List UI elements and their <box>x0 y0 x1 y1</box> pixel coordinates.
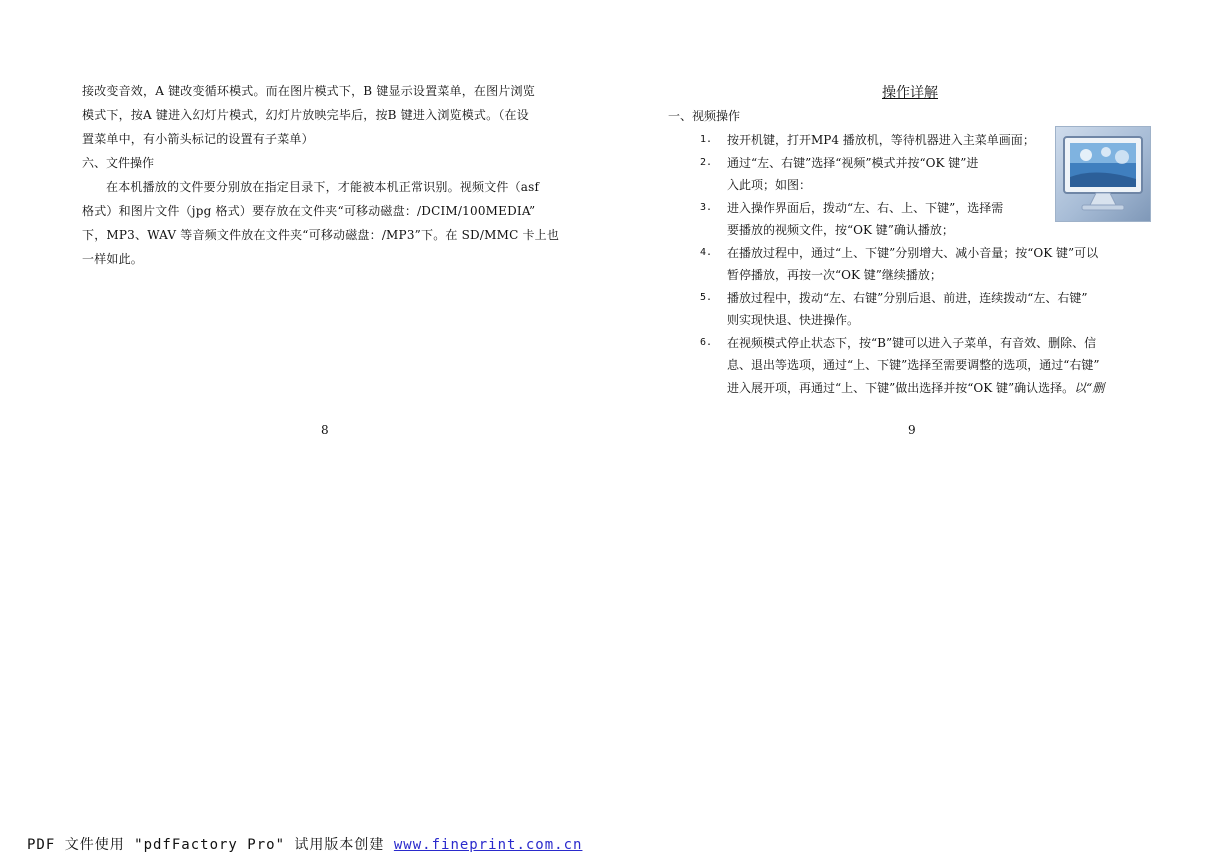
list-line: 按开机键，打开MP4 播放机，等待机器进入主菜单画面； <box>727 133 1035 147</box>
video-steps-list <box>668 129 1152 399</box>
list-line: 要播放的视频文件，按“OK 键”确认播放； <box>727 223 954 237</box>
list-number: 1. <box>700 134 713 145</box>
list-item <box>668 332 1152 400</box>
list-line: 入此项；如图： <box>727 178 812 192</box>
list-item <box>668 152 1152 197</box>
list-line: 则实现快退、快进操作。 <box>727 313 860 327</box>
list-item <box>668 242 1152 287</box>
list-line: 在视频模式停止状态下，按“B”键可以进入子菜单，有音效、删除、信 <box>727 335 1097 350</box>
list-line-tail: 以“删 <box>1074 380 1105 395</box>
footer-text: PDF 文件使用 "pdfFactory Pro" 试用版本创建 <box>27 837 394 853</box>
para2-line: 一样如此。 <box>82 252 144 266</box>
list-line: 暂停播放，再按一次“OK 键”继续播放； <box>727 268 942 282</box>
para1-line: 接改变音效，A 键改变循环模式。而在图片模式下，B 键显示设置菜单，在图片浏览 <box>82 84 535 98</box>
list-number: 6. <box>700 336 713 348</box>
page-title: 操作详解 <box>882 85 938 101</box>
pdf-footer <box>27 834 582 854</box>
list-line: 通过“左、右键”选择“视频”模式并按“OK 键”进 <box>727 155 979 170</box>
list-item <box>668 287 1152 332</box>
list-line: 息、退出等选项，通过“上、下键”选择至需要调整的选项，通过“右键” <box>727 358 1100 372</box>
page-number-left: 8 <box>321 423 329 437</box>
page-number-right: 9 <box>908 423 916 437</box>
list-line-text: 进入展开项，再通过“上、下键”做出选择并按“OK 键”确认选择。 <box>727 380 1075 395</box>
footer-link[interactable]: www.fineprint.com.cn <box>393 837 583 853</box>
para2-line: 格式）和图片文件（jpg 格式）要存放在文件夹“可移动磁盘：/DCIM/100MEDIA” <box>82 204 536 218</box>
para1-line: 置菜单中，有小箭头标记的设置有子菜单） <box>82 132 314 146</box>
section-heading-video: 一、视频操作 <box>668 109 741 123</box>
list-number: 5. <box>700 291 713 303</box>
list-item <box>668 197 1152 242</box>
para2-line: 下，MP3、WAV 等音频文件放在文件夹“可移动磁盘：/MP3”下。在 SD/MMC 卡上也 <box>82 228 560 242</box>
section-heading-file-ops: 六、文件操作 <box>82 156 155 170</box>
list-line: 进入操作界面后，拨动“左、右、上、下键”，选择需 <box>727 200 1004 215</box>
list-item <box>668 129 1152 152</box>
para1-line: 模式下，按A 键进入幻灯片模式，幻灯片放映完毕后，按B 键进入浏览模式。（在设 <box>82 108 529 122</box>
list-line: 在播放过程中，通过“上、下键”分别增大、减小音量；按“OK 键”可以 <box>727 245 1099 260</box>
list-number: 2. <box>700 156 713 168</box>
list-number: 3. <box>700 201 713 213</box>
list-number: 4. <box>700 246 713 258</box>
list-line: 播放过程中，拨动“左、右键”分别后退、前进，连续拨动“左、右键” <box>727 290 1088 305</box>
para2-line: 在本机播放的文件要分别放在指定目录下，才能被本机正常识别。视频文件（asf <box>106 180 540 194</box>
list-line <box>727 377 1152 400</box>
left-text-block <box>82 79 559 271</box>
